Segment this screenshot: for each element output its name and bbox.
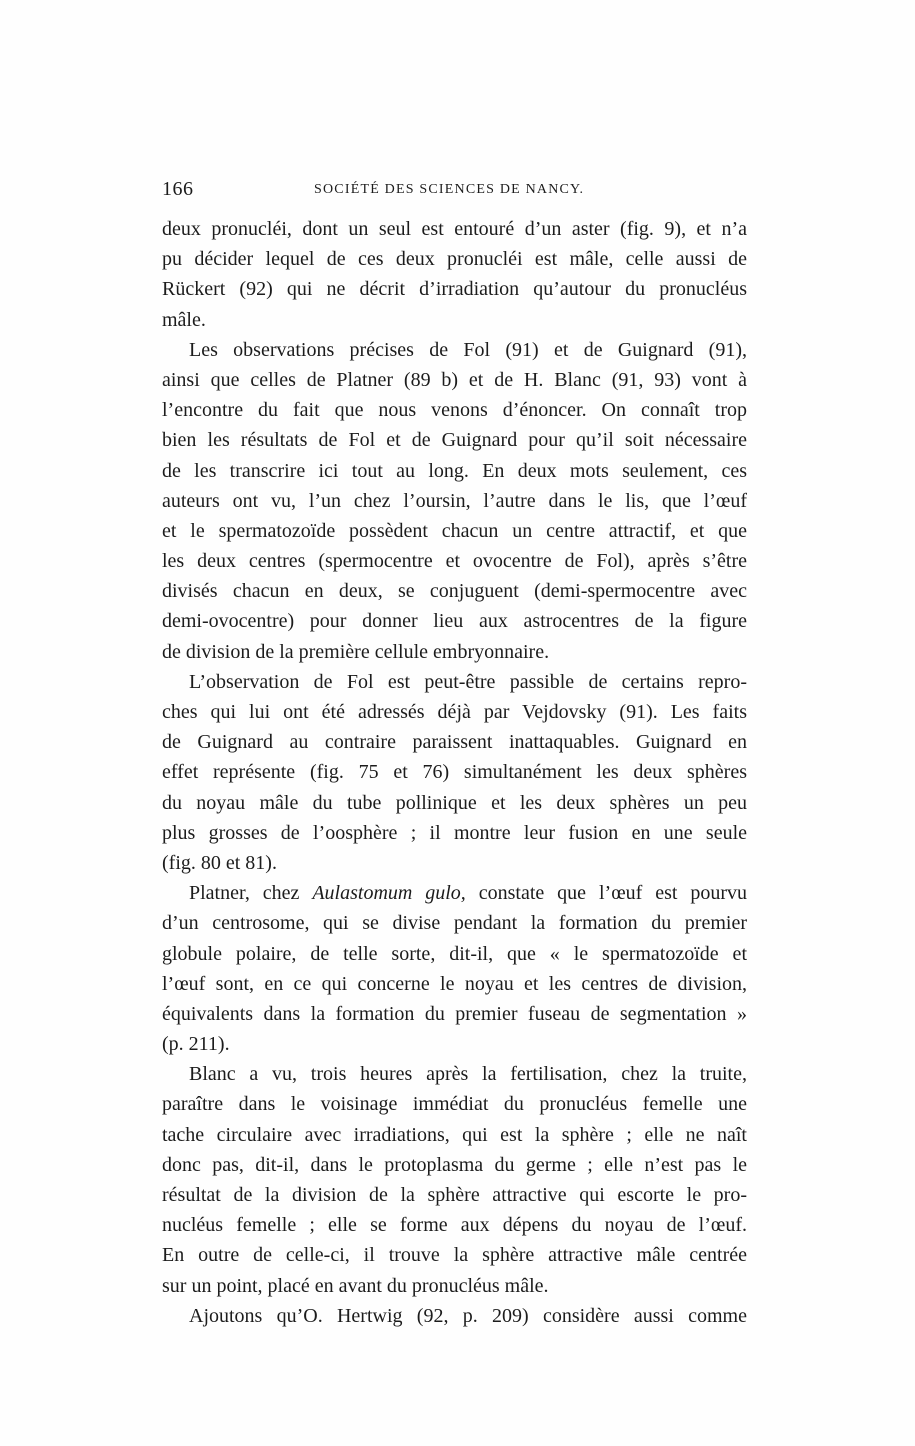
text-line: paraître dans le voisinage immédiat du pronucléus femelle une bbox=[162, 1093, 747, 1116]
text-line: plus grosses de l’oosphère ; il montre leur fusion en une seule bbox=[162, 821, 747, 844]
text-line bbox=[162, 878, 747, 908]
text-line: effet représente (fig. 75 et 76) simultanément les deux sphères bbox=[162, 761, 747, 784]
text-run: Platner, chez bbox=[189, 882, 313, 905]
paragraph bbox=[162, 878, 747, 1059]
text-run: constate que l’œuf est pourvu bbox=[465, 882, 747, 905]
text-line: du noyau mâle du tube pollinique et les deux sphères un peu bbox=[162, 791, 747, 814]
paragraph bbox=[162, 667, 747, 878]
text-line: ainsi que celles de Platner (89 b) et de H. Blanc (91, 93) vont à bbox=[162, 368, 747, 391]
text-line: En outre de celle-ci, il trouve la sphère attractive mâle centrée bbox=[162, 1244, 747, 1267]
text-line: les deux centres (spermocentre et ovocentre de Fol), après s’être bbox=[162, 550, 747, 573]
text-line: Ajoutons qu’O. Hertwig (92, p. 209) considère aussi comme bbox=[189, 1304, 747, 1327]
text-line: deux pronucléi, dont un seul est entouré d’un aster (fig. 9), et n’a bbox=[162, 218, 747, 240]
page-header bbox=[162, 178, 747, 202]
text-line: ches qui lui ont été adressés déjà par Vejdovsky (91). Les faits bbox=[162, 701, 747, 723]
text-line: l’encontre du fait que nous venons d’énoncer. On connaît trop bbox=[162, 399, 747, 422]
text-line: résultat de la division de la sphère attractive qui escorte le pro- bbox=[162, 1184, 747, 1206]
paragraph bbox=[162, 1301, 747, 1331]
text-line: équivalents dans la formation du premier fuseau de segmentation » bbox=[162, 1002, 747, 1025]
text-line: (p. 211). bbox=[162, 1033, 230, 1056]
text-line: demi-ovocentre) pour donner lieu aux astrocentres de la figure bbox=[162, 610, 747, 633]
text-line: Les observations précises de Fol (91) et de Guignard (91), bbox=[189, 338, 747, 361]
text-line: de Guignard au contraire paraissent inattaquables. Guignard en bbox=[162, 731, 747, 754]
text-line: L’observation de Fol est peut-être passible de certains repro- bbox=[189, 670, 747, 693]
text-line: sur un point, placé en avant du pronucléus mâle. bbox=[162, 1274, 549, 1297]
text-line: d’un centrosome, qui se divise pendant la formation du premier bbox=[162, 912, 747, 935]
text-line: Blanc a vu, trois heures après la fertilisation, chez la truite, bbox=[189, 1063, 747, 1086]
paragraph bbox=[162, 1059, 747, 1301]
text-line: (fig. 80 et 81). bbox=[162, 851, 277, 874]
running-title: SOCIÉTÉ DES SCIENCES DE NANCY. bbox=[314, 182, 585, 197]
text-line: tache circulaire avec irradiations, qui est la sphère ; elle ne naît bbox=[162, 1123, 747, 1146]
text-line: donc pas, dit-il, dans le protoplasma du germe ; elle n’est pas le bbox=[162, 1153, 747, 1176]
text-line: nucléus femelle ; elle se forme aux dépens du noyau de l’œuf. bbox=[162, 1214, 747, 1237]
species-name: Aulastomum gulo, bbox=[312, 882, 466, 905]
body-text bbox=[162, 214, 747, 1331]
text-line: mâle. bbox=[162, 308, 206, 331]
paragraph bbox=[162, 214, 747, 335]
text-line: bien les résultats de Fol et de Guignard pour qu’il soit nécessaire bbox=[162, 429, 747, 452]
text-line: globule polaire, de telle sorte, dit-il, que « le spermatozoïde et bbox=[162, 942, 747, 965]
text-line: de division de la première cellule embryonnaire. bbox=[162, 640, 550, 663]
text-line: de les transcrire ici tout au long. En deux mots seulement, ces bbox=[162, 459, 747, 482]
text-line: auteurs ont vu, l’un chez l’oursin, l’autre dans le lis, que l’œuf bbox=[162, 489, 747, 512]
text-line: pu décider lequel de ces deux pronucléi est mâle, celle aussi de bbox=[162, 248, 747, 271]
text-line: l’œuf sont, en ce qui concerne le noyau et les centres de division, bbox=[162, 972, 747, 995]
paragraph bbox=[162, 335, 747, 667]
text-line: divisés chacun en deux, se conjuguent (demi-spermocentre avec bbox=[162, 580, 747, 603]
text-line: et le spermatozoïde possèdent chacun un centre attractif, et que bbox=[162, 519, 747, 542]
text-line: Rückert (92) qui ne décrit d’irradiation qu’autour du pronucléus bbox=[162, 278, 747, 301]
page-number: 166 bbox=[162, 178, 194, 200]
